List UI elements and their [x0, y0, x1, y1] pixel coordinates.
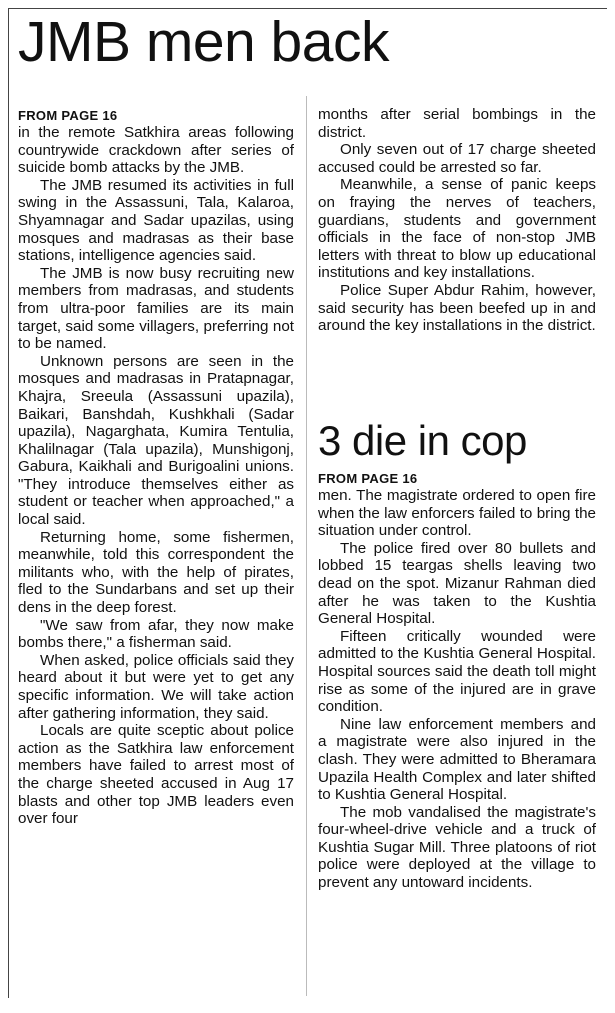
story1-paragraph: months after serial bombings in the district. — [318, 106, 596, 141]
story2-jump-line: FROM PAGE 16 — [318, 471, 418, 486]
story1-paragraph: Police Super Abdur Rahim, however, said security has been beefed up in and around the key installations in the district. — [318, 281, 596, 335]
story1-paragraph: When asked, police officials said they heard about it but were yet to get any specific information. We will take action after gathering information, they said. — [18, 651, 294, 722]
left-border-rule — [8, 8, 9, 998]
story1-paragraph: The JMB resumed its activities in full swing in the Assassuni, Tala, Kalaroa, Shyamnagar and Sadar upazilas, using mosques and madrasas as their base stations, intelligence agencies said. — [18, 176, 294, 265]
story2-paragraph: Fifteen critically wounded were admitted to the Kushtia General Hospital. Hospital sources said the death toll might rise as some of the injured are in grave condition. — [318, 627, 596, 716]
story1-jump-line: FROM PAGE 16 — [18, 108, 118, 123]
story1-headline: JMB men back — [18, 10, 389, 74]
story2-headline: 3 die in cop — [318, 417, 527, 464]
story2-column — [318, 470, 596, 892]
column-divider — [306, 96, 307, 996]
story1-paragraph: in the remote Satkhira areas following countrywide crackdown after series of suicide bomb attacks by the JMB. — [18, 124, 294, 177]
story1-paragraph: Unknown persons are seen in the mosques and madrasas in Pratapnagar, Khajra, Sreeula (Assassuni upazila), Baikari, Banshdah, Kushkhali (Sadar upazila), Nagarghata, Kumira Tentulia, Khalilnagar (Tala upazila), Munshigonj, Gabura, Kaikhali and Burigoalini unions. "They introduce themselves either as student or teacher when approached," a local said. — [18, 352, 294, 529]
story1-paragraph: Meanwhile, a sense of panic keeps on fraying the nerves of teachers, guardians, students and government officials in the face of non-stop JMB letters with threat to blow up educational institutions and key installations. — [318, 176, 596, 282]
story1-paragraph: Only seven out of 17 charge sheeted accused could be arrested so far. — [318, 141, 596, 176]
story2-paragraph: men. The magistrate ordered to open fire when the law enforcers failed to bring the situation under control. — [318, 487, 596, 540]
story2-paragraph: The police fired over 80 bullets and lobbed 15 teargas shells leaving two dead on the spot. Mizanur Rahman died after he was taken to the Kushtia General Hospital. — [318, 539, 596, 628]
story2-paragraph: The mob vandalised the magistrate's four-wheel-drive vehicle and a truck of Kushtia Sugar Mill. Three platoons of riot police were deployed at the village to prevent any untoward incidents. — [318, 803, 596, 892]
story1-paragraph: Returning home, some fishermen, meanwhile, told this correspondent the militants who, with the help of pirates, fled to the Sundarbans and set up their dens in the deep forest. — [18, 528, 294, 617]
story1-paragraph: Locals are quite sceptic about police action as the Satkhira law enforcement members have failed to arrest most of the charge sheeted accused in Aug 17 blasts and other top JMB leaders even over four — [18, 722, 294, 828]
story1-column-right — [318, 106, 596, 335]
story1-column-left — [18, 107, 294, 828]
story1-paragraph: The JMB is now busy recruiting new members from madrasas, and students from ultra-poor families are its main target, said some villagers, preferring not to be named. — [18, 264, 294, 353]
story1-paragraph: "We saw from afar, they now make bombs there," a fisherman said. — [18, 616, 294, 652]
story2-paragraph: Nine law enforcement members and a magistrate were also injured in the clash. They were admitted to Bheramara Upazila Health Complex and later shifted to Kushtia General Hospital. — [318, 715, 596, 804]
top-border-rule — [8, 8, 607, 9]
